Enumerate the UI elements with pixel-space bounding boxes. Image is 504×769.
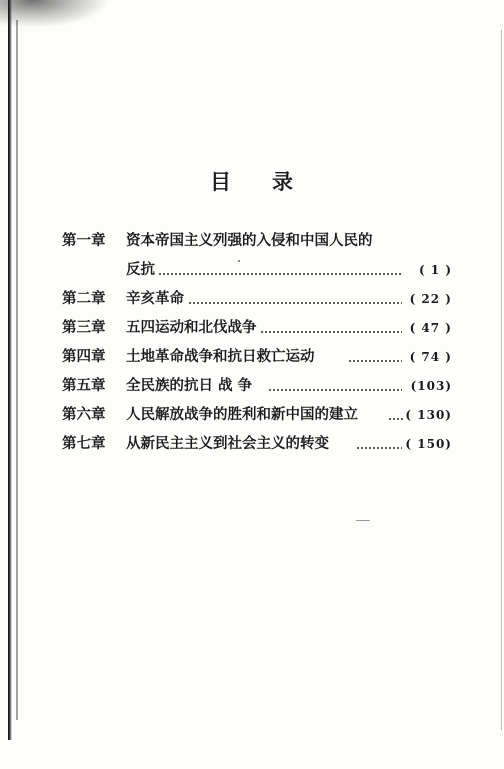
page-title <box>0 166 504 196</box>
toc-entry-1[interactable] <box>62 229 452 258</box>
toc-entry-1-continued[interactable] <box>62 258 452 287</box>
title-char-1: 目 <box>210 170 232 194</box>
chapter-title: 从新民主主义到社会主义的转变 <box>126 435 329 452</box>
toc-entry-4[interactable] <box>62 345 452 374</box>
page-number: ( 47 ) <box>409 321 452 335</box>
leader-dots <box>388 403 404 427</box>
chapter-number: 第六章 <box>62 406 106 423</box>
leader-dots <box>348 345 402 369</box>
page-right-edge <box>501 30 502 730</box>
page-number: ( 130) <box>405 408 452 422</box>
chapter-number: 第三章 <box>62 319 106 336</box>
scan-speck <box>238 260 240 262</box>
toc-entry-2[interactable] <box>62 287 452 316</box>
toc-entry-5[interactable] <box>62 374 452 403</box>
page-binding-edge <box>8 0 12 740</box>
scan-speck <box>356 520 370 521</box>
chapter-title: 五四运动和北伐战争 <box>126 319 257 336</box>
page-number: ( 150) <box>405 437 452 451</box>
leader-dots <box>158 258 402 282</box>
leader-dots <box>188 287 402 311</box>
page-number: ( 1 ) <box>418 263 452 277</box>
leader-dots <box>356 432 402 456</box>
toc-entry-7[interactable] <box>62 432 452 461</box>
chapter-title: 辛亥革命 <box>126 290 184 307</box>
toc-entry-6[interactable] <box>62 403 452 432</box>
chapter-title: 全民族的抗日 战 争 <box>126 377 253 394</box>
chapter-number: 第四章 <box>62 348 106 365</box>
chapter-title: 土地革命战争和抗日救亡运动 <box>126 348 315 365</box>
page-binding-shadow <box>16 20 18 720</box>
table-of-contents <box>62 229 452 461</box>
chapter-title: 人民解放战争的胜利和新中国的建立 <box>126 406 358 423</box>
leader-dots <box>260 316 402 340</box>
page-number: ( 22 ) <box>409 292 452 306</box>
chapter-number: 第一章 <box>62 232 106 249</box>
chapter-title: 资本帝国主义列强的入侵和中国人民的 <box>126 232 373 249</box>
page-number: (103) <box>410 379 452 393</box>
chapter-number: 第五章 <box>62 377 106 394</box>
leader-dots <box>268 374 402 398</box>
title-char-2: 录 <box>272 170 294 194</box>
chapter-number: 第七章 <box>62 435 106 452</box>
toc-entry-3[interactable] <box>62 316 452 345</box>
page-number: ( 74 ) <box>409 350 452 364</box>
chapter-number: 第二章 <box>62 290 106 307</box>
chapter-title-continued: 反抗 <box>126 261 155 278</box>
